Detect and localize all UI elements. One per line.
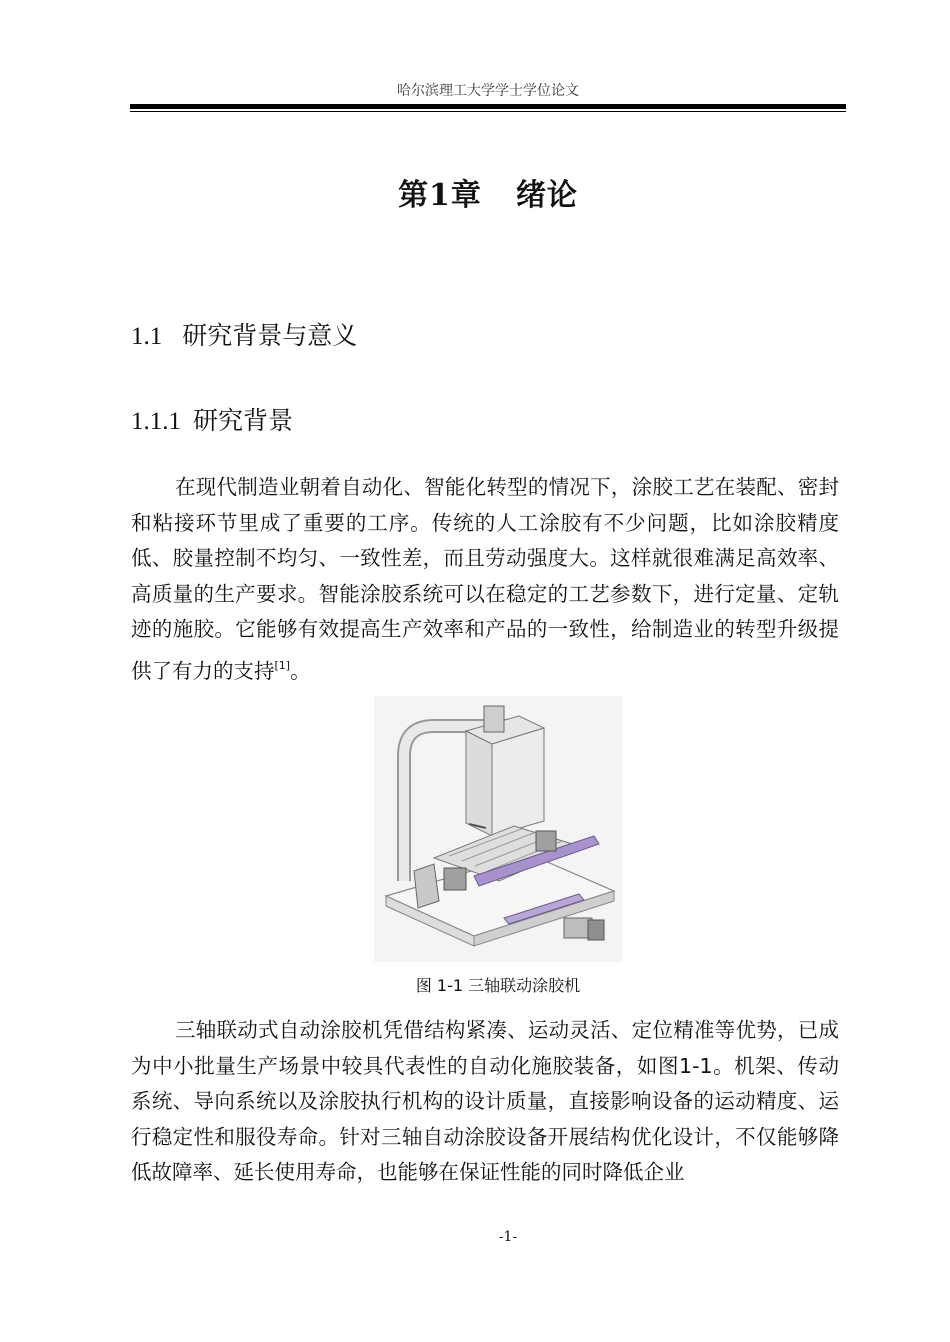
section-number: 1.1: [131, 323, 163, 350]
subsection-title: 研究背景: [193, 406, 294, 435]
header-rule-thick: [130, 104, 846, 109]
figure-caption: 图 1-1 三轴联动涂胶机: [415, 976, 581, 995]
page-number: -1-: [498, 1229, 518, 1245]
section-title: 研究背景与意义: [182, 321, 358, 350]
figure-machine-illustration: [374, 696, 622, 962]
subsection-number: 1.1.1: [131, 408, 181, 435]
paragraph-1-end: 。: [290, 658, 311, 683]
section-heading: [131, 316, 357, 352]
paragraph-1-text: 在现代制造业朝着自动化、智能化转型的情况下，涂胶工艺在装配、密封和粘接环节里成了重要的工序。传统的人工涂胶有不少问题，比如涂胶精度低、胶量控制不均匀、一致性差，而且劳动强度大。这样就很难满足高效率、高质量的生产要求。智能涂胶系统可以在稳定的工艺参数下，进行定量、定轨迹的施胶。它能够有效提高生产效率和产品的一致性，给制造业的转型升级提供了有力的支持: [131, 475, 839, 683]
three-axis-glue-machine-image: [374, 696, 622, 962]
chapter-name: 绪论: [515, 178, 578, 213]
chapter-title: [130, 170, 846, 214]
running-header: 哈尔滨理工大学学士学位论文: [397, 83, 579, 99]
chapter-number: 第1章: [398, 178, 482, 213]
subsection-heading: [131, 401, 293, 437]
paragraph-1: [131, 470, 839, 690]
header-rule-thin: [130, 111, 846, 112]
paragraph-2: 三轴联动式自动涂胶机凭借结构紧凑、运动灵活、定位精准等优势，已成为中小批量生产场景中较具代表性的自动化施胶装备，如图1-1。机架、传动系统、导向系统以及涂胶执行机构的设计质量，直接影响设备的运动精度、运行稳定性和服役寿命。针对三轴自动涂胶设备开展结构优化设计，不仅能够降低故障率、延长使用寿命，也能够在保证性能的同时降低企业: [131, 1018, 839, 1185]
citation-ref: [1]: [274, 658, 291, 672]
